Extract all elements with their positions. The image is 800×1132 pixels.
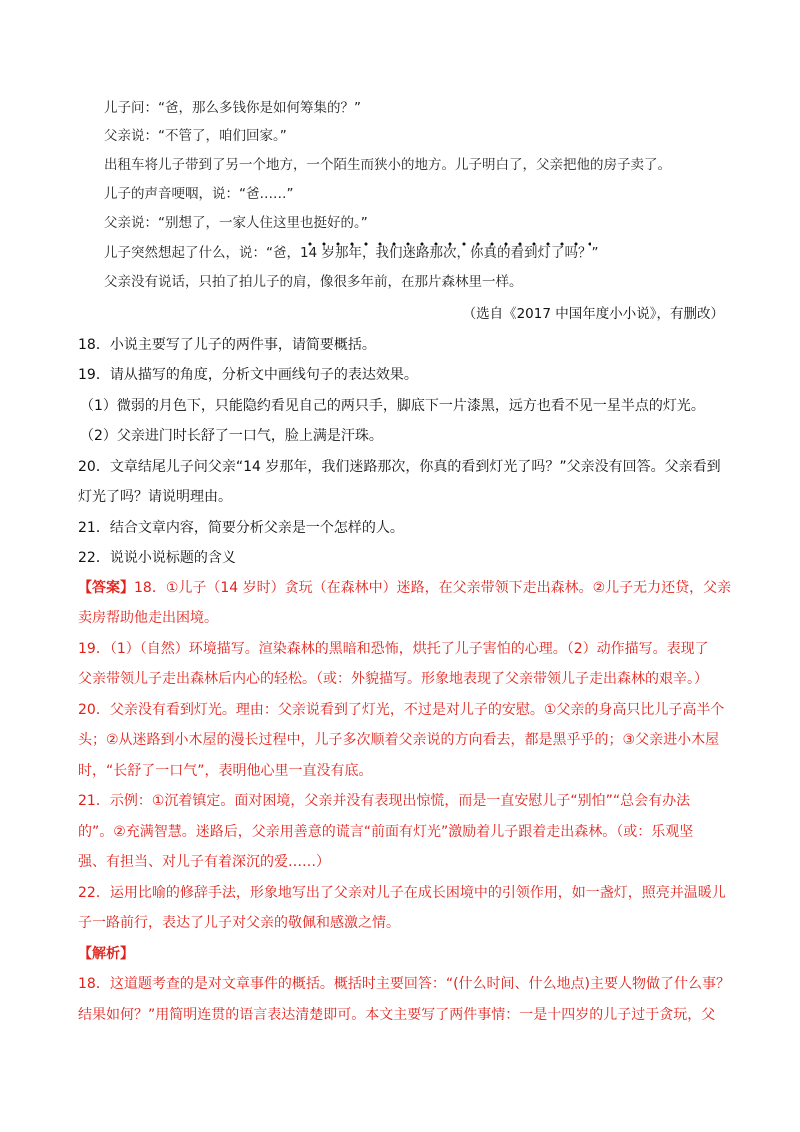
answer-21-line-2: 的”。②充满智慧。迷路后，父亲用善意的谎言“前面有灯光”激励着儿子跟着走出森林。（或：乐观坚 <box>78 824 694 840</box>
story-line-3: 出租车将儿子带到了另一个地方，一个陌生而狭小的地方。儿子明白了，父亲把他的房子卖了。 <box>104 157 671 173</box>
story-line-6 <box>104 243 598 263</box>
question-19: 19．请从描写的角度，分析文中画线句子的表达效果。 <box>78 367 418 383</box>
story-line-7: 父亲没有说话，只拍了拍儿子的肩，像很多年前，在那片森林里一样。 <box>104 274 523 290</box>
question-20-line-1: 20．文章结尾儿子问父亲“14 岁那年，我们迷路那次，你真的看到灯光了吗？”父亲没有回答。父亲看到 <box>78 459 721 475</box>
analysis-18-line-1: 18．这道题考查的是对文章事件的概括。概括时主要回答：“(什么时间、什么地点)主要人物做了什么事？ <box>78 976 730 992</box>
source-citation: （选自《2017 中国年度小小说》，有删改） <box>462 306 724 322</box>
answer-20-line-2: 头；②从迷路到小木屋的漫长过程中，儿子多次顺着父亲说的方向看去，都是黑乎乎的；③父亲进小木屋 <box>78 732 720 748</box>
answer-19-line-2: 父亲带领儿子走出森林后内心的轻松。（或：外貌描写。形象地表现了父亲带领儿子走出森林的艰辛。） <box>78 671 708 687</box>
answer-18-line-2: 卖房帮助他走出困境。 <box>78 610 218 626</box>
story-line-5: 父亲说：“别想了，一家人住这里也挺好的。” <box>104 215 368 231</box>
emphasized-sentence: 14 岁那年，我们迷路那次，你真的看到灯了吗？ <box>300 241 591 261</box>
question-19-1: （1）微弱的月色下，只能隐约看见自己的两只手，脚底下一片漆黑，远方也看不见一星半点的灯光。 <box>80 398 705 414</box>
answer-19-line-1: 19．（1）（自然）环境描写。渲染森林的黑暗和恐怖，烘托了儿子害怕的心理。（2）动作描写。表现了 <box>78 641 709 657</box>
answer-20-line-1: 20．父亲没有看到灯光。理由：父亲说看到了灯光，不过是对儿子的安慰。①父亲的身高只比儿子高半个 <box>78 702 725 718</box>
answer-22-line-1: 22．运用比喻的修辞手法，形象地写出了父亲对儿子在成长困境中的引领作用，如一盏灯，照亮并温暖儿 <box>78 885 726 901</box>
question-21: 21．结合文章内容，简要分析父亲是一个怎样的人。 <box>78 520 404 536</box>
question-22: 22．说说小说标题的含义 <box>78 550 236 566</box>
answer-20-line-3: 时，“长舒了一口气”，表明他心里一直没有底。 <box>78 763 373 779</box>
answer-22-line-2: 子一路前行，表达了儿子对父亲的敬佩和感激之情。 <box>78 915 400 931</box>
question-18: 18．小说主要写了儿子的两件事，请简要概括。 <box>78 337 376 353</box>
answer-21-line-3: 强、有担当、对儿子有着深沉的爱……） <box>78 854 330 870</box>
story-line-4: 儿子的声音哽咽，说：“爸……” <box>104 186 294 202</box>
story-line-6-prefix: 儿子突然想起了什么，说：“爸， <box>104 245 300 261</box>
analysis-18-line-2: 结果如何？”用简明连贯的语言表达清楚即可。本文主要写了两件事情：一是十四岁的儿子过于贪玩，父 <box>78 1007 716 1023</box>
question-19-2: （2）父亲进门时长舒了一口气，脸上满是汗珠。 <box>80 428 383 444</box>
analysis-label: 【解析】 <box>78 946 134 962</box>
story-line-6-suffix: ” <box>591 245 599 261</box>
story-line-2: 父亲说：“不管了，咱们回家。” <box>104 128 287 144</box>
answer-18-text: 18．①儿子（14 岁时）贪玩（在森林中）迷路，在父亲带领下走出森林。②儿子无力还贷，父亲 <box>134 580 732 596</box>
story-line-1: 儿子问：“爸，那么多钱你是如何筹集的？” <box>104 100 361 116</box>
answer-label: 【答案】 <box>78 580 134 596</box>
answer-21-line-1: 21．示例：①沉着镇定。面对困境，父亲并没有表现出惊慌，而是一直安慰儿子“别怕”“总会有办法 <box>78 793 691 809</box>
question-20-line-2: 灯光了吗？请说明理由。 <box>78 489 232 505</box>
answer-18-line-1 <box>78 578 731 598</box>
